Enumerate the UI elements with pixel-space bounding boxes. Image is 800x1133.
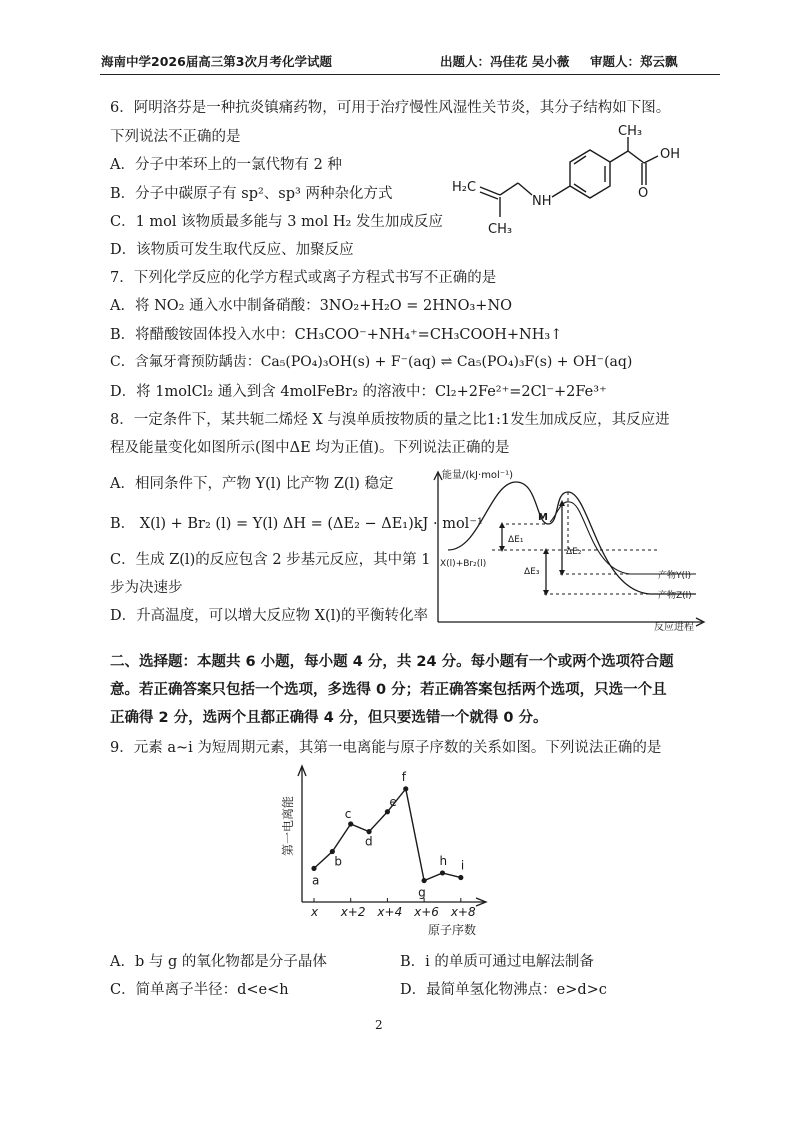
data-point-e: [385, 809, 390, 814]
intermediate-label: M: [538, 512, 548, 523]
ch3-bottom-label: CH₃: [488, 222, 513, 237]
energy-curve-y: [550, 502, 696, 574]
q6-stem-1: 6．阿明洛芬是一种抗炎镇痛药物，可用于治疗慢性风湿性关节炎，其分子结构如下图。: [110, 100, 671, 116]
q8-energy-diagram: [420, 462, 710, 632]
data-label-i: i: [460, 858, 465, 873]
q9-option-c: C．简单离子半径：d<e<h: [110, 982, 289, 998]
data-label-e: e: [389, 794, 397, 809]
data-label-d: d: [365, 834, 373, 849]
x-tick-label: x+8: [450, 905, 476, 919]
data-point-i: [458, 875, 463, 880]
setter-line: 出题人：冯佳花 吴小薇: [440, 54, 570, 69]
product-y-label: 产物Y(l): [658, 571, 692, 581]
x-tick-label: x+2: [340, 905, 366, 919]
x-tick-label: x: [311, 905, 319, 919]
data-label-b: b: [334, 854, 342, 869]
q8-option-c-2: 步为决速步: [110, 580, 183, 596]
delta-e1-label: ΔE₁: [508, 535, 524, 545]
delta-e3-label: ΔE₃: [524, 567, 540, 577]
q7-option-a: A．将 NO₂ 通入水中制备硝酸：3NO₂+H₂O = 2HNO₃+NO: [110, 298, 513, 314]
h2c-label: H₂C: [452, 180, 477, 195]
q6-option-b: B．分子中碳原子有 sp²、sp³ 两种杂化方式: [110, 186, 393, 202]
header-rule: [100, 74, 720, 75]
data-point-h: [440, 870, 445, 875]
q9-option-a: A．b 与 g 的氧化物都是分子晶体: [110, 954, 327, 970]
data-label-f: f: [401, 769, 406, 784]
q8-stem-2: 程及能量变化如图所示(图中ΔE 均为正值)。下列说法正确的是: [110, 440, 510, 456]
q8-option-d: D．升高温度，可以增大反应物 X(l)的平衡转化率: [110, 608, 429, 624]
q7-option-b: B．将醋酸铵固体投入水中：CH₃COO⁻+NH₄⁺=CH₃COOH+NH₃↑: [110, 327, 563, 343]
x-axis-label: 原子序数: [428, 923, 477, 937]
q6-stem-2: 下列说法不正确的是: [110, 129, 241, 145]
data-point-b: [330, 849, 335, 854]
data-point-c: [348, 821, 353, 826]
data-label-g: g: [418, 885, 426, 900]
q8-stem-1: 8．一定条件下，某共轭二烯烃 X 与溴单质按物质的量之比1:1发生加成反应，其反应进: [110, 412, 670, 428]
o-label: O: [638, 186, 649, 201]
page-number: 2: [375, 1018, 383, 1032]
progress-axis-label: 反应进程: [654, 622, 694, 633]
q7-option-c: C．含氟牙膏预防龋齿：Ca₅(PO₄)₃OH(s) + F⁻(aq) ⇌ Ca₅(PO₄)₃F(s) + OH⁻(aq): [110, 354, 633, 370]
q9-ionization-chart: [280, 762, 490, 942]
oh-label: OH: [660, 147, 681, 162]
q9-stem: 9．元素 a~i 为短周期元素，其第一电离能与原子序数的关系如图。下列说法正确的是: [110, 740, 662, 756]
delta-e2-label: ΔE₂: [566, 547, 582, 557]
benzene-ring: [570, 150, 610, 198]
nh-label: NH: [532, 194, 552, 209]
section2-line-3: 正确得 2 分，选两个且都正确得 4 分，但只要选错一个就得 0 分。: [110, 710, 548, 726]
q9-option-b: B．i 的单质可通过电解法制备: [400, 954, 594, 970]
data-point-g: [422, 878, 427, 883]
q9-option-d: D．最简单氢化物沸点：e>d>c: [400, 982, 607, 998]
section2-line-1: 二、选择题：本题共 6 小题，每小题 4 分，共 24 分。每小题有一个或两个选项符合题: [110, 654, 674, 670]
reactant-label: X(l)+Br₂(l): [440, 559, 487, 569]
data-point-d: [366, 829, 371, 834]
energy-axis-label: 能量/(kJ·mol⁻¹): [442, 470, 514, 481]
data-label-c: c: [344, 807, 352, 821]
ch3-top-label: CH₃: [618, 124, 643, 139]
q8-option-c-1: C．生成 Z(l)的反应包含 2 步基元反应，其中第 1: [110, 552, 431, 568]
x-tick-label: x+4: [377, 905, 403, 919]
exam-title: 海南中学2026届高三第3次月考化学试题: [101, 54, 332, 69]
q7-stem: 7．下列化学反应的化学方程式或离子方程式书写不正确的是: [110, 270, 497, 286]
q8-option-a: A．相同条件下，产物 Y(l) 比产物 Z(l) 稳定: [110, 476, 394, 492]
y-axis-label: 第一电离能: [281, 795, 295, 856]
q7-option-d: D．将 1molCl₂ 通入到含 4molFeBr₂ 的溶液中：Cl₂+2Fe²⁺=2Cl⁻+2Fe³⁺: [110, 384, 607, 400]
q8-option-b: B． X(l) + Br₂ (l) = Y(l) ΔH = (ΔE₂ − ΔE₁)kJ · mol⁻¹: [110, 516, 483, 532]
reviewer-line: 审题人：郑云飘: [590, 54, 678, 69]
q6-molecule-structure: [440, 125, 700, 245]
data-point-a: [311, 866, 316, 871]
data-point-f: [403, 786, 408, 791]
q6-option-d: D．该物质可发生取代反应、加聚反应: [110, 242, 354, 258]
q6-option-c: C．1 mol 该物质最多能与 3 mol H₂ 发生加成反应: [110, 214, 443, 230]
x-tick-label: x+6: [414, 905, 439, 919]
data-label-h: h: [439, 853, 448, 868]
section2-line-2: 意。若正确答案只包括一个选项，多选得 0 分；若正确答案包括两个选项，只选一个且: [110, 682, 667, 698]
product-z-label: 产物Z(l): [658, 591, 692, 601]
data-label-a: a: [312, 873, 320, 888]
q6-option-a: A．分子中苯环上的一氯代物有 2 种: [110, 157, 342, 173]
